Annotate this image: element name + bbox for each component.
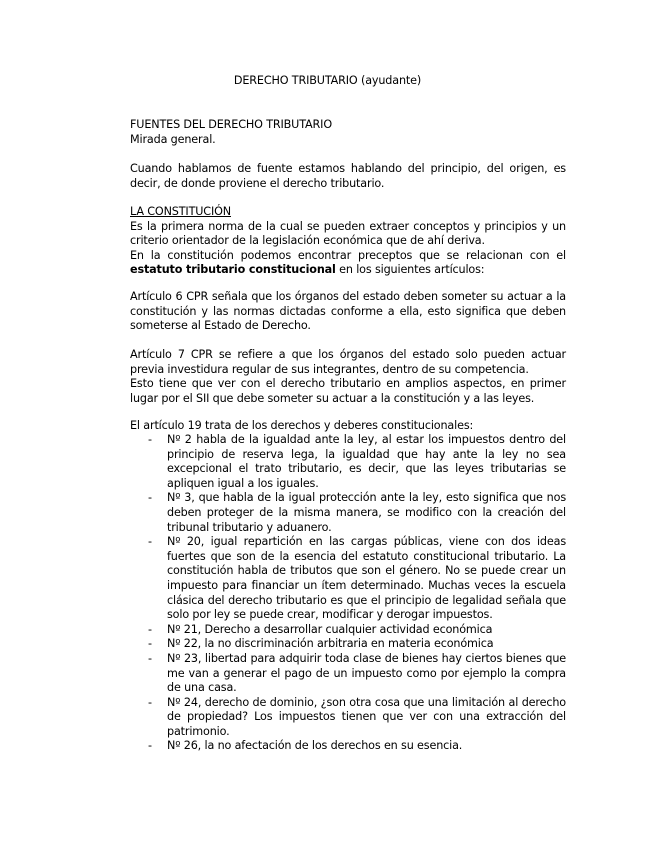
list-item-text: Nº 26, la no afectación de los derechos en su esencia. [167,739,463,753]
list-item [130,652,566,696]
intro-paragraph [130,162,566,191]
intro-text: Cuando hablamos de fuente estamos hablando del principio, del origen, es decir, de donde proviene el derecho tributario. [130,162,566,190]
list-item [130,637,566,652]
article-19-list [130,433,566,754]
list-item-text: Nº 22, la no discriminación arbitraria en materia económica [167,637,494,651]
section-paragraph-1: Es la primera norma de la cual se pueden extraer conceptos y principios y un criterio orientador de la legislación económica que de ahí deriva. [130,219,566,248]
document-title: DERECHO TRIBUTARIO (ayudante) [233,74,422,87]
list-item [130,433,566,491]
dash-bullet: - [148,739,152,753]
heading: FUENTES DEL DERECHO TRIBUTARIO [130,118,332,131]
article-6-paragraph [130,290,566,334]
section-paragraph-2 [130,249,566,278]
list-item [130,696,566,740]
section-p2-text-a: En la constitución podemos encontrar preceptos que se relacionan con el [130,248,566,262]
list-item [130,535,566,623]
section-title: LA CONSTITUCIÓN [130,205,231,218]
article-6-text: Artículo 6 CPR señala que los órganos del estado deben someter su actuar a la constitución y las normas dictadas conforme a ella, esto significa que deben someterse al Estado de Derecho. [130,290,566,333]
list-item-text: Nº 23, libertad para adquirir toda clase de bienes hay ciertos bienes que me van a generar el pago de un impuesto como por ejemplo la compra de una casa. [167,651,566,695]
dash-bullet: - [148,433,152,446]
list-item [130,623,566,638]
list-item [130,491,566,535]
list-item [130,739,566,754]
dash-bullet: - [148,695,152,709]
subheading: Mirada general. [130,132,216,146]
dash-bullet: - [148,622,152,636]
section-p2-text-b: en los siguientes artículos: [335,263,485,277]
list-item-text: Nº 3, que habla de la igual protección ante la ley, esto significa que nos deben proteger de la misma manera, se modifico con la creación del tribunal tributario y aduanero. [167,491,566,534]
list-item-text: Nº 20, igual repartición en las cargas públicas, viene con dos ideas fuertes que son de la esencia del estatuto constitucional tributario. La constitución habla de tributos que son el género. No se puede crear un impuesto para financiar un ítem determinado. Muchas veces la escuela clásica del derecho tributario es que el principio de legalidad señala que solo por ley se puede crear, modificar y derogar impuestos. [167,535,566,622]
list-item-text: Nº 21, Derecho a desarrollar cualquier actividad económica [167,622,493,636]
section-heading-block [130,118,566,147]
list-item-text: Nº 2 habla de la igualdad ante la ley, al estar los impuestos dentro del principio de reserva lega, la igualdad que hay ante la ley no sea excepcional el trato tributario, es decir, que las leyes tributarias se apliquen igual a los iguales. [167,433,566,490]
article-19-intro [130,419,566,434]
article-7-text-2: Esto tiene que ver con el derecho tributario en amplios aspectos, en primer lugar por el SII que debe someter su actuar a la constitución y a las leyes. [130,377,566,405]
constitution-section [130,205,566,278]
article-7-text-1: Artículo 7 CPR se refiere a que los órganos del estado solo pueden actuar previa investidura regular de sus integrantes, dentro de su competencia. [130,348,566,376]
dash-bullet: - [148,651,152,665]
dash-bullet: - [148,535,152,549]
article-7-block [130,348,566,406]
article-19-intro-text: El artículo 19 trata de los derechos y deberes constitucionales: [130,419,474,432]
dash-bullet: - [148,491,152,505]
list-item-text: Nº 24, derecho de dominio, ¿son otra cosa que una limitación al derecho de propiedad? Los impuestos tienen que ver con una extracción del patrimonio. [167,695,566,738]
dash-bullet: - [148,637,152,651]
section-p2-bold: estatuto tributario constitucional [130,263,336,277]
